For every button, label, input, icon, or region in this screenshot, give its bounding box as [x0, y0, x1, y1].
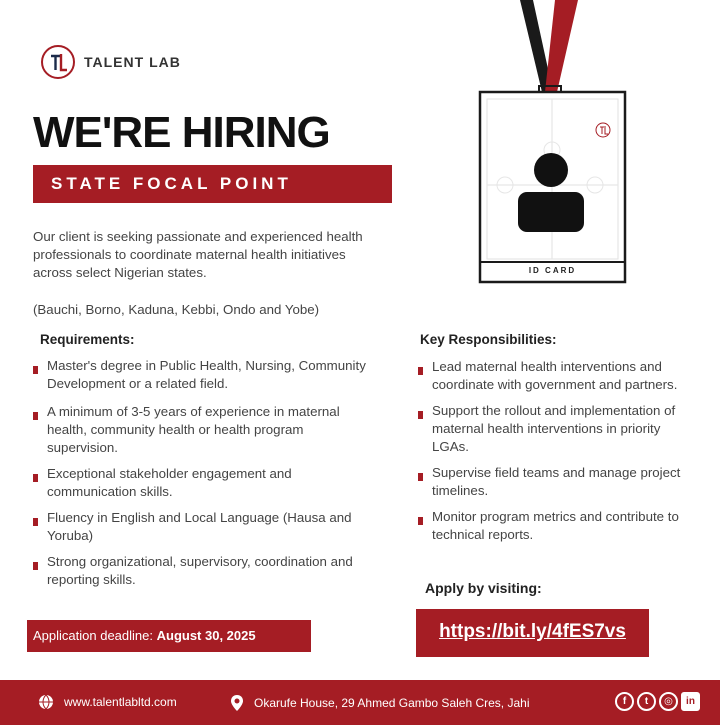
address-text: Okarufe House, 29 Ahmed Gambo Saleh Cres, Jahi: [254, 696, 530, 710]
list-item: Monitor program metrics and contribute to technical reports.: [418, 508, 693, 544]
deadline-label: Application deadline:: [33, 628, 153, 643]
facebook-icon[interactable]: f: [615, 692, 634, 711]
bullet-icon: [418, 411, 423, 419]
id-card-icon: [475, 0, 645, 290]
apply-label: Apply by visiting:: [425, 580, 542, 596]
id-card-label: ID CARD: [528, 266, 577, 275]
role-title: STATE FOCAL POINT: [33, 165, 392, 203]
bullet-icon: [33, 366, 38, 374]
bullet-icon: [33, 474, 38, 482]
list-item: Exceptional stakeholder engagement and communication skills.: [33, 465, 378, 501]
twitter-icon[interactable]: t: [637, 692, 656, 711]
states-list: (Bauchi, Borno, Kaduna, Kebbi, Ondo and Yobe): [33, 302, 320, 317]
footer-website: [38, 694, 177, 710]
bullet-icon: [33, 518, 38, 526]
id-card-illustration: [475, 0, 645, 290]
list-item: Master's degree in Public Health, Nursing, Community Development or a related field.: [33, 357, 378, 393]
instagram-icon[interactable]: ◎: [659, 692, 678, 711]
headline: WE'RE HIRING: [33, 108, 330, 157]
list-item: Lead maternal health interventions and coordinate with government and partners.: [418, 358, 693, 394]
list-item: Supervise field teams and manage project timelines.: [418, 464, 693, 500]
list-item: Strong organizational, supervisory, coordination and reporting skills.: [33, 553, 378, 589]
brand-logo: [40, 44, 181, 80]
deadline-date: August 30, 2025: [156, 628, 256, 643]
requirements-title: Requirements:: [40, 332, 135, 347]
linkedin-icon[interactable]: in: [681, 692, 700, 711]
responsibilities-list: [418, 358, 693, 552]
apply-link[interactable]: https://bit.ly/4fES7vs: [416, 609, 649, 657]
bullet-icon: [418, 367, 423, 375]
globe-icon: [38, 694, 54, 710]
list-item: A minimum of 3-5 years of experience in maternal health, community health or health program supervision.: [33, 403, 378, 457]
bullet-icon: [33, 562, 38, 570]
bullet-icon: [33, 412, 38, 420]
talent-lab-logo-icon: [40, 44, 76, 80]
list-item: Fluency in English and Local Language (Hausa and Yoruba): [33, 509, 378, 545]
responsibilities-title: Key Responsibilities:: [420, 332, 557, 347]
website-link[interactable]: www.talentlabltd.com: [64, 695, 177, 709]
footer: [0, 680, 720, 725]
brand-name: TALENT LAB: [84, 54, 181, 70]
social-links: [615, 692, 700, 711]
location-pin-icon: [230, 694, 244, 712]
list-item: Support the rollout and implementation of maternal health interventions in priority LGAs.: [418, 402, 693, 456]
footer-address: [230, 694, 529, 712]
requirements-list: [33, 357, 378, 597]
deadline-bar: [27, 620, 311, 652]
intro-text: Our client is seeking passionate and experienced health professionals to coordinate maternal health initiatives across select Nigerian states.: [33, 229, 363, 280]
bullet-icon: [418, 517, 423, 525]
bullet-icon: [418, 473, 423, 481]
